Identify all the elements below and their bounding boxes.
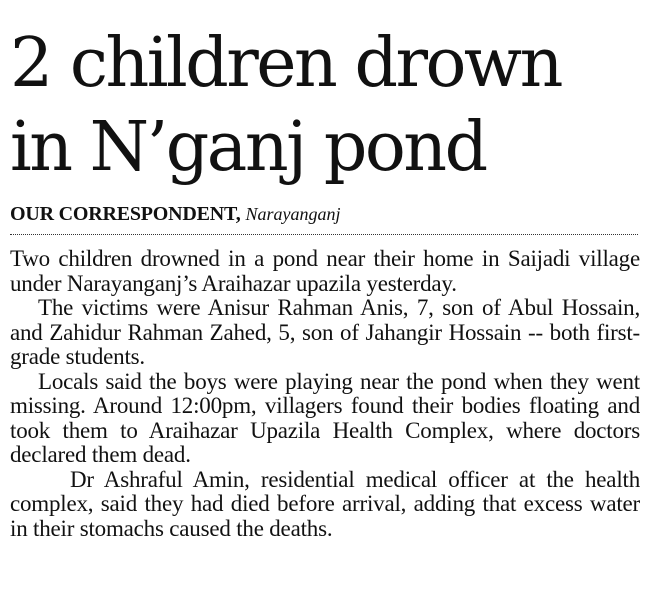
byline-location: Narayanganj: [245, 204, 341, 224]
headline-line-2: in N’ganj pond: [10, 108, 486, 187]
headline-line-1: 2 children drown: [10, 24, 561, 103]
news-article: [10, 0, 640, 541]
byline: [10, 202, 640, 226]
headline: [10, 22, 640, 190]
paragraph-1: Two children drowned in a pond near their home in Saijadi village under Narayanganj’s Araihazar upazila yesterday.: [10, 246, 640, 296]
paragraph-2: The victims were Anisur Rahman Anis, 7, son of Abul Hossain, and Zahidur Rahman Zahed, 5, son of Jahangir Hossain -- both first-grade students.: [10, 295, 640, 369]
article-body: [10, 247, 640, 541]
dotted-divider: [10, 234, 638, 235]
byline-author: OUR CORRESPONDENT,: [10, 203, 241, 225]
paragraph-4: Dr Ashraful Amin, residential medical officer at the health complex, said they had died before arrival, adding that excess water in their stomachs caused the deaths.: [10, 466, 640, 541]
paragraph-3: Locals said the boys were playing near the pond when they went missing. Around 12:00pm, villagers found their bodies floating and took them to Araihazar Upazila Health Complex, where doctors declared them dead.: [10, 368, 640, 467]
